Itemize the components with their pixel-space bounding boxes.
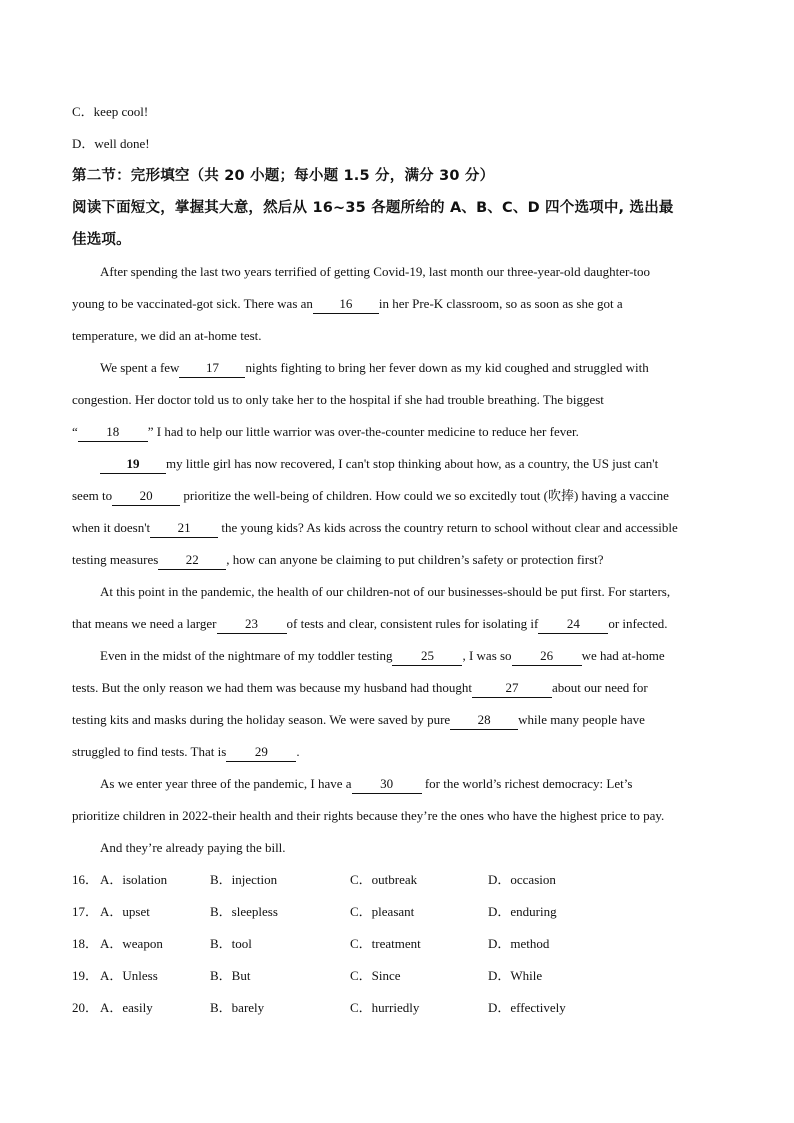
blank-17: 17: [179, 359, 245, 378]
question-number: 16．: [72, 872, 99, 887]
blank-23: 23: [217, 615, 287, 634]
question-row: [72, 864, 727, 896]
text-span: tests. But the only reason we had them was because my husband had thought: [72, 680, 473, 695]
text-span: prioritize children in 2022-their health and their rights because they’re the ones who have the highest price to pay.: [72, 808, 665, 823]
text-span: temperature, we did an at-home test.: [72, 328, 262, 343]
passage-line: [72, 512, 727, 544]
section-instruction-line1: 阅读下面短文，掌握其大意，然后从 16~35 各题所给的 A、B、C、D 四个选项中, 选出最: [72, 200, 674, 216]
choice-c[interactable]: C．treatment: [350, 936, 421, 951]
text-span: when it doesn't: [72, 520, 151, 535]
text-span: about our need for: [552, 680, 648, 695]
text-span: And they’re already paying the bill.: [100, 840, 286, 855]
blank-16: 16: [313, 295, 379, 314]
choice-d[interactable]: D．While: [488, 968, 543, 983]
choice-d[interactable]: D．effectively: [488, 1000, 566, 1015]
text-span: seem to: [72, 488, 113, 503]
question-row: [72, 896, 727, 928]
blank-20: 20: [112, 487, 180, 506]
blank-27: 27: [472, 679, 552, 698]
passage-line: [72, 576, 727, 608]
section-title: 第二节：完形填空（共 20 小题；每小题 1.5 分，满分 30 分）: [72, 168, 495, 184]
passage-line: [72, 416, 727, 448]
text-span: for the world’s richest democracy: Let’s: [421, 776, 633, 791]
choice-b[interactable]: B．tool: [210, 936, 252, 951]
passage-line: [72, 736, 727, 768]
choice-b[interactable]: B．barely: [210, 1000, 265, 1015]
text-span: As we enter year three of the pandemic, I have a: [100, 776, 352, 791]
blank-26: 26: [512, 647, 582, 666]
passage-line: [72, 288, 727, 320]
passage-line: [72, 768, 727, 800]
question-number: 20．: [72, 1000, 99, 1015]
passage-line: [72, 544, 727, 576]
text-span: or infected.: [608, 616, 668, 631]
choice-a[interactable]: A．Unless: [100, 968, 158, 983]
option-c: C．keep cool!: [72, 104, 149, 119]
choice-a[interactable]: A．upset: [100, 904, 150, 919]
passage-line: [72, 320, 727, 352]
choice-b[interactable]: B．sleepless: [210, 904, 278, 919]
choice-a[interactable]: A．easily: [100, 1000, 153, 1015]
text-span: prioritize the well-being of children. How could we so excitedly tout (吹捧) having a vaccine: [180, 488, 669, 503]
option-d: D．well done!: [72, 136, 150, 151]
text-span: ” I had to help our little warrior was over-the-counter medicine to reduce her fever.: [147, 424, 579, 439]
passage-line: [72, 800, 727, 832]
blank-30: 30: [352, 775, 422, 794]
question-row: [72, 992, 727, 1024]
choice-c[interactable]: C．hurriedly: [350, 1000, 420, 1015]
choice-c[interactable]: C．pleasant: [350, 904, 415, 919]
blank-19: 19: [100, 455, 166, 474]
choice-c[interactable]: C．outbreak: [350, 872, 418, 887]
text-span: .: [296, 744, 300, 759]
text-span: At this point in the pandemic, the health of our children-not of our businesses-should be put first. For starters,: [100, 584, 671, 599]
text-span: congestion. Her doctor told us to only take her to the hospital if she had trouble breathing. The biggest: [72, 392, 604, 407]
choice-a[interactable]: A．weapon: [100, 936, 163, 951]
text-span: After spending the last two years terrified of getting Covid-19, last month our three-year-old daughter-too: [100, 264, 651, 279]
choice-b[interactable]: B．injection: [210, 872, 278, 887]
question-list: [72, 864, 727, 1024]
blank-24: 24: [538, 615, 608, 634]
text-span: my little girl has now recovered, I can't stop thinking about how, as a country, the US just can't: [166, 456, 659, 471]
question-number: 18．: [72, 936, 99, 951]
passage-line: [72, 480, 727, 512]
blank-21: 21: [150, 519, 218, 538]
blank-22: 22: [158, 551, 226, 570]
choice-c[interactable]: C．Since: [350, 968, 401, 983]
choice-d[interactable]: D．enduring: [488, 904, 557, 919]
passage-line: [72, 608, 727, 640]
text-span: while many people have: [518, 712, 645, 727]
passage-line: [72, 448, 727, 480]
text-span: the young kids? As kids across the country return to school without clear and accessible: [218, 520, 678, 535]
text-span: We spent a few: [100, 360, 180, 375]
text-span: young to be vaccinated-got sick. There was an: [72, 296, 313, 311]
passage-line: [72, 352, 727, 384]
blank-18: 18: [78, 423, 148, 442]
question-row: [72, 928, 727, 960]
blank-29: 29: [226, 743, 296, 762]
exam-page: [72, 96, 727, 1024]
text-span: we had at-home: [581, 648, 665, 663]
passage-line: [72, 704, 727, 736]
choice-d[interactable]: D．occasion: [488, 872, 556, 887]
blank-25: 25: [392, 647, 462, 666]
text-span: “: [72, 424, 78, 439]
text-span: struggled to find tests. That is: [72, 744, 227, 759]
text-span: , how can anyone be claiming to put children’s safety or protection first?: [226, 552, 604, 567]
choice-a[interactable]: A．isolation: [100, 872, 168, 887]
passage-line: [72, 384, 727, 416]
text-span: testing kits and masks during the holiday season. We were saved by pure: [72, 712, 451, 727]
passage-line: [72, 832, 727, 864]
passage-line: [72, 672, 727, 704]
text-span: Even in the midst of the nightmare of my toddler testing: [100, 648, 393, 663]
text-span: testing measures: [72, 552, 159, 567]
choice-b[interactable]: B．But: [210, 968, 251, 983]
question-number: 17．: [72, 904, 99, 919]
text-span: that means we need a larger: [72, 616, 217, 631]
text-span: nights fighting to bring her fever down as my kid coughed and struggled with: [245, 360, 649, 375]
text-span: in her Pre-K classroom, so as soon as she got a: [378, 296, 623, 311]
passage-line: [72, 256, 727, 288]
choice-d[interactable]: D．method: [488, 936, 550, 951]
text-span: , I was so: [462, 648, 512, 663]
question-row: [72, 960, 727, 992]
question-number: 19．: [72, 968, 99, 983]
blank-28: 28: [450, 711, 518, 730]
section-instruction-line2: 佳选项。: [72, 232, 131, 248]
text-span: of tests and clear, consistent rules for isolating if: [286, 616, 539, 631]
passage-line: [72, 640, 727, 672]
